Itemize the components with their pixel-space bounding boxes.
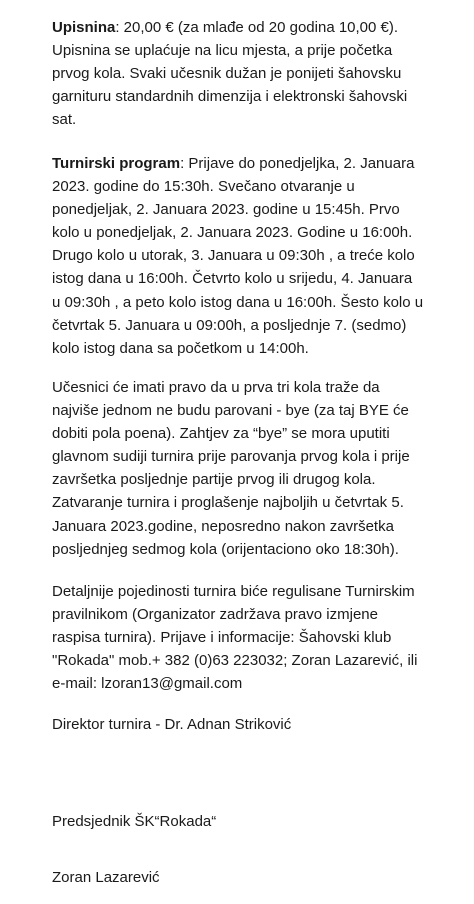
- predsjednik-line: Predsjednik ŠK“Rokada“: [52, 813, 217, 830]
- detaljnije-paragraph: Detaljnije pojedinosti turnira biće regulisane Turnirskim pravilnikom (Organizator zadržava pravo izmjene raspisa turnira). Prijave i informacije: Šahovski klub "Rokada" mob.+ 382 (0)63 223032; Zoran Lazarević, ili e-mail: lzoran13@gmail.com: [52, 583, 418, 693]
- turnirski-program-paragraph: [52, 152, 424, 360]
- upisnina-label: Upisnina: [52, 19, 116, 36]
- upisnina-paragraph: [52, 16, 424, 131]
- turnirski-program-text: : Prijave do ponedjeljka, 2. Januara 2023. godine do 15:30h. Svečano otvaranje u ponedjeljak, 2. Januara 2023. godine u 15:45h. Prvo kolo u ponedjeljak, 2. Januara 2023. Godine u 16:00h. Drugo kolo u utorak, 3. Januara u 09:30h , a treće kolo istog dana u 16:00h. Četvrto kolo u srijedu, 4. Januara u 09:30h , a peto kolo istog dana u 16:00h. Šesto kolo u četvrtak 5. Januara u 09:00h, a posljednje 7. (sedmo) kolo istog dana sa početkom u 14:00h.: [52, 155, 424, 357]
- ucesnici-paragraph: Učesnici će imati pravo da u prva tri kola traže da najviše jednom ne budu parovani - bye (za taj BYE će dobiti pola poena). Zahtjev za “bye” se mora uputiti glavnom sudiji turnira prije parovanja prvog kola i prije završetka posljednje partije prvog ili drugog kola. Zatvaranje turnira i proglašenje najboljih u četvrtak 5. Januara 2023.godine, neposredno nakon završetka posljednjeg sedmog kola (orijentaciono oko 18:30h).: [52, 379, 410, 558]
- signatory-name: Zoran Lazarević: [52, 869, 160, 886]
- upisnina-text: : 20,00 € (za mlađe od 20 godina 10,00 €). Upisnina se uplaćuje na licu mjesta, a prije početka prvog kola. Svaki učesnik dužan je ponijeti šahovsku garnituru standardnih dimenzija i elektronski šahovski sat.: [52, 19, 408, 129]
- turnirski-program-label: Turnirski program: [52, 155, 181, 172]
- direktor-turnira-line: Direktor turnira - Dr. Adnan Striković: [52, 716, 292, 733]
